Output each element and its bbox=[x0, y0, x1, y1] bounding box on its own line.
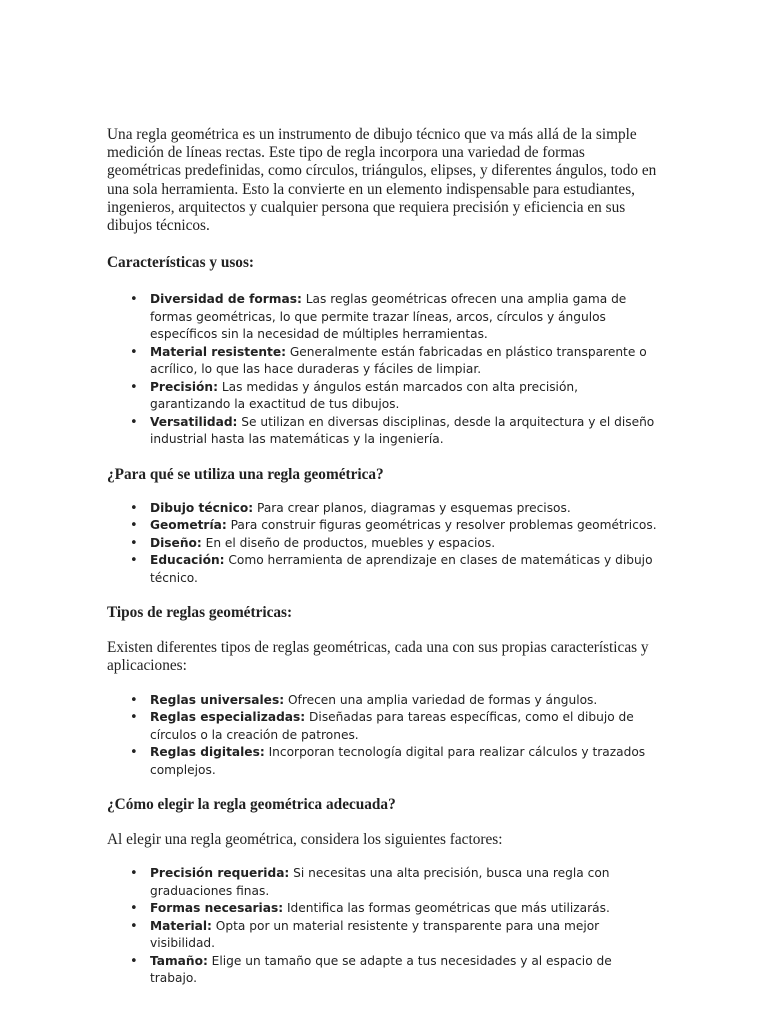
section-heading-tipos: Tipos de reglas geométricas: bbox=[107, 604, 293, 622]
item-text: Generalmente están fabricadas en plástico transparente o acrílico, lo que las hace duraderas y fáciles de limpiar. bbox=[150, 344, 647, 377]
item-text: Para construir figuras geométricas y resolver problemas geométricos. bbox=[226, 518, 657, 533]
list-item bbox=[150, 535, 660, 553]
section-heading-caracteristicas: Características y usos: bbox=[107, 254, 254, 272]
list-item bbox=[150, 900, 660, 918]
list-item bbox=[150, 414, 660, 449]
list-item bbox=[150, 344, 660, 379]
list-item bbox=[150, 552, 660, 587]
list-item bbox=[150, 379, 660, 414]
item-text: Elige un tamaño que se adapte a tus necesidades y al espacio de trabajo. bbox=[150, 953, 612, 986]
item-label: Reglas digitales: bbox=[150, 745, 265, 760]
list-tipos bbox=[107, 692, 660, 780]
section-heading-para-que: ¿Para qué se utiliza una regla geométrica? bbox=[107, 465, 384, 483]
list-usos bbox=[107, 500, 660, 588]
item-label: Precisión requerida: bbox=[150, 866, 290, 881]
list-item bbox=[150, 953, 660, 988]
item-text: Incorporan tecnología digital para realizar cálculos y trazados complejos. bbox=[150, 745, 646, 777]
item-text: Para crear planos, diagramas y esquemas precisos. bbox=[253, 500, 571, 515]
list-item bbox=[150, 865, 660, 900]
item-label: Precisión: bbox=[150, 379, 218, 394]
item-label: Material: bbox=[150, 918, 212, 933]
list-item bbox=[150, 744, 660, 779]
section-paragraph: Al elegir una regla geométrica, considera los siguientes factores: bbox=[107, 831, 503, 849]
item-label: Material resistente: bbox=[150, 344, 286, 359]
item-label: Diversidad de formas: bbox=[150, 292, 302, 307]
item-text: Diseñadas para tareas específicas, como el dibujo de círculos o la creación de patrones. bbox=[150, 710, 634, 742]
item-text: Las medidas y ángulos están marcados con alta precisión, garantizando la exactitud de tus dibujos. bbox=[150, 379, 578, 412]
intro-paragraph: Una regla geométrica es un instrumento de dibujo técnico que va más allá de la simple medición de líneas rectas. Este tipo de regla incorpora una variedad de formas geométricas predefinidas, como círculos, triángulos, elipses, y diferentes ángulos, todo en una sola herramienta. Esto la convierte en un elemento indispensable para estudiantes, ingenieros, arquitectos y cualquier persona que requiera precisión y eficiencia en sus dibujos técnicos. bbox=[107, 126, 657, 235]
list-item bbox=[150, 918, 660, 953]
item-text: Si necesitas una alta precisión, busca una regla con graduaciones finas. bbox=[150, 866, 610, 898]
item-text: Las reglas geométricas ofrecen una amplia gama de formas geométricas, lo que permite trazar líneas, arcos, círculos y ángulos específicos sin la necesidad de múltiples herramientas. bbox=[150, 292, 627, 342]
list-item bbox=[150, 709, 660, 744]
item-label: Formas necesarias: bbox=[150, 901, 284, 916]
item-text: Se utilizan en diversas disciplinas, desde la arquitectura y el diseño industrial hasta las matemáticas y la ingeniería. bbox=[150, 414, 655, 447]
item-text: En el diseño de productos, muebles y espacios. bbox=[201, 535, 496, 550]
item-text: Ofrecen una amplia variedad de formas y ángulos. bbox=[284, 692, 598, 707]
item-label: Reglas especializadas: bbox=[150, 710, 306, 725]
item-text: Identifica las formas geométricas que más utilizarás. bbox=[283, 901, 610, 916]
section-paragraph: Existen diferentes tipos de reglas geométricas, cada una con sus propias características y aplicaciones: bbox=[107, 639, 649, 675]
item-text: Como herramienta de aprendizaje en clases de matemáticas y dibujo técnico. bbox=[150, 553, 653, 585]
list-item bbox=[150, 692, 660, 710]
item-label: Dibujo técnico: bbox=[150, 500, 254, 515]
list-item bbox=[150, 517, 660, 535]
item-label: Diseño: bbox=[150, 535, 202, 550]
item-label: Geometría: bbox=[150, 518, 227, 533]
item-text: Opta por un material resistente y transparente para una mejor visibilidad. bbox=[150, 918, 600, 951]
list-factores bbox=[107, 865, 660, 988]
item-label: Educación: bbox=[150, 553, 225, 568]
item-label: Versatilidad: bbox=[150, 414, 238, 429]
section-heading-como-elegir: ¿Cómo elegir la regla geométrica adecuada? bbox=[107, 796, 396, 814]
list-item bbox=[150, 291, 660, 344]
item-label: Tamaño: bbox=[150, 953, 208, 968]
list-caracteristicas bbox=[107, 291, 660, 449]
item-label: Reglas universales: bbox=[150, 692, 285, 707]
list-item bbox=[150, 500, 660, 518]
